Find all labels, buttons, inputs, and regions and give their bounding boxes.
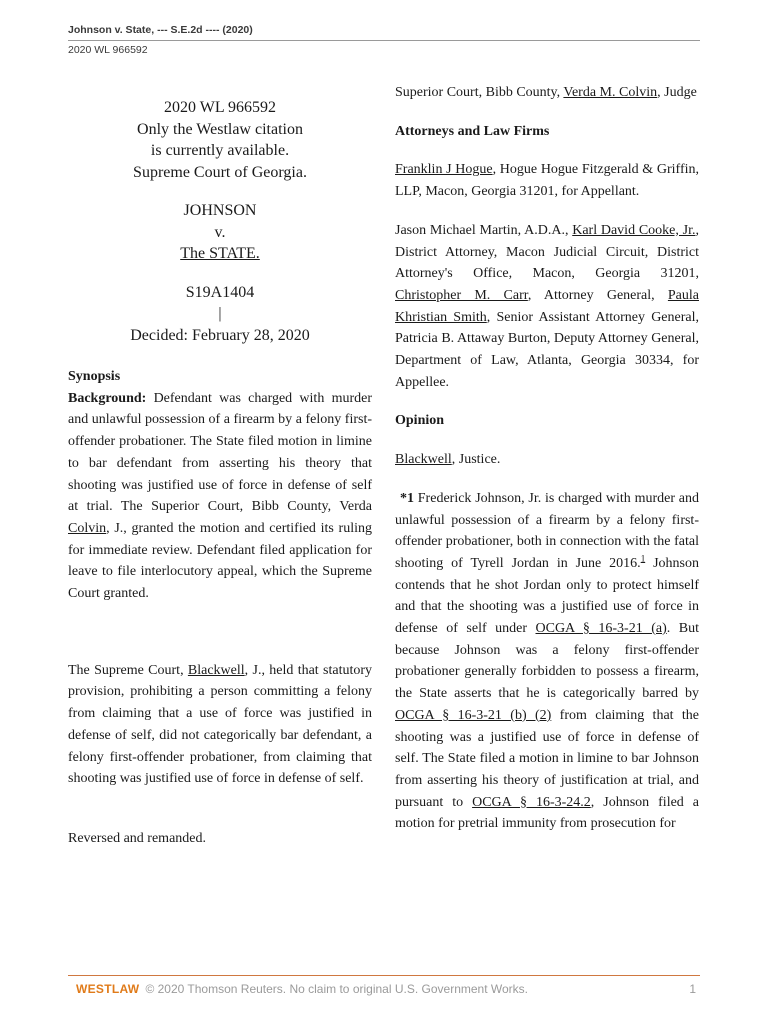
appellant-counsel xyxy=(395,159,699,202)
cooke-link[interactable]: Karl David Cooke, Jr. xyxy=(572,222,696,238)
background-text: Defendant was charged with murder and unlawful possession of a firearm by a felony first-offender probationer. The State filed motion in limine to bar defendant from asserting his theory that shooting was justified use of force in defense of self at trial. The Superior Court, Bibb County, Verda xyxy=(68,390,372,515)
opinion-text-5: , Johnson filed a motion for pretrial immunity from prosecution for xyxy=(395,794,699,832)
judge-link[interactable]: Verda M. Colvin xyxy=(563,85,658,100)
synopsis-holding xyxy=(68,660,372,790)
synopsis-heading: Synopsis xyxy=(68,369,121,384)
statute-link-3[interactable]: OCGA § 16-3-24.2 xyxy=(472,794,591,810)
caption-versus: v. xyxy=(214,223,226,241)
lower-court-text: Superior Court, Bibb County, xyxy=(395,85,564,100)
copyright-notice: © 2020 Thomson Reuters. No claim to original U.S. Government Works. xyxy=(145,982,528,996)
synopsis-background xyxy=(68,388,372,605)
holding-text-2: , J., held that statutory provision, prohibiting a person committing a felony from claiming that a use of force was justified in defense of self, did not categorically bar defendant, a felony first-offender probationer, from claiming that shooting was justified use of force in defense of self. xyxy=(68,662,373,787)
header-divider xyxy=(68,40,700,41)
header-citation: 2020 WL 966592 xyxy=(68,44,148,56)
page-number: 1 xyxy=(689,982,696,996)
holding-text: The Supreme Court, xyxy=(68,662,188,678)
author-link[interactable]: Blackwell xyxy=(395,452,452,468)
footer xyxy=(68,982,700,996)
opinion-text-3: . But because Johnson was a felony first-offender probationer generally forbidden to possess a firearm, the State asserts that he is categorically barred by xyxy=(395,621,699,702)
appellee-counsel xyxy=(395,220,699,394)
blackwell-link[interactable]: Blackwell xyxy=(187,662,245,678)
appellee-text-2: , District Attorney, Macon Judicial Circuit, District Attorney's Office, Macon, Georgia 31201, xyxy=(395,222,699,282)
author-text: , Justice. xyxy=(451,452,501,468)
caption-notice-2: is currently available. xyxy=(150,142,290,159)
footnote-link[interactable]: 1 xyxy=(640,553,646,564)
left-column xyxy=(68,82,372,850)
footer-divider xyxy=(68,975,700,976)
case-caption xyxy=(68,97,372,346)
right-column xyxy=(395,82,699,835)
opinion-text-4: from claiming that the shooting was a justified use of force in defense of self. The State filed a motion in limine to bar Johnson from asserting his theory of justification at trial, and pursuant to xyxy=(395,707,700,810)
appellee-text-4: , Senior Assistant Attorney General, Patricia B. Attaway Burton, Deputy Attorney General, Department of Law, Atlanta, Georgia 30334, for Appellee. xyxy=(395,309,699,390)
opinion-text-1: Frederick Johnson, Jr. is charged with murder and unlawful possession of a firearm by a felony first-offender probationer, both in connection with the fatal shooting of Tyrell Jordan in June 2016. xyxy=(395,490,699,571)
caption-docket: S19A1404 xyxy=(185,283,255,301)
carr-link[interactable]: Christopher M. Carr xyxy=(395,287,528,303)
caption-party-1: JOHNSON xyxy=(183,202,257,219)
appellant-text: , Hogue Hogue Fitzgerald & Griffin, LLP, Macon, Georgia 31201, for Appellant. xyxy=(395,162,700,200)
appellee-text-3: , Attorney General, xyxy=(527,287,668,303)
background-text-2: , J., granted the motion and certified its ruling for immediate review. Defendant filed application for leave to file interlocutory appeal, which the Supreme Court granted. xyxy=(68,520,372,602)
attorneys-heading: Attorneys and Law Firms xyxy=(395,123,550,139)
disposition: Reversed and remanded. xyxy=(68,830,206,846)
colvin-link[interactable]: Colvin xyxy=(68,520,107,536)
caption-decided: Decided: February 28, 2020 xyxy=(130,326,310,344)
statute-link-2[interactable]: OCGA § 16-3-21 (b) (2) xyxy=(395,707,552,723)
smith-link[interactable]: Paula Khristian Smith xyxy=(395,287,699,325)
caption-notice-1: Only the Westlaw citation xyxy=(137,120,303,138)
caption-party-2[interactable]: The STATE. xyxy=(180,245,260,262)
opinion-text-2: Johnson contends that he shot Jordan only to protect himself and that the shooting was a justified use of force in defense of self under xyxy=(395,555,699,637)
westlaw-logo: WESTLAW xyxy=(76,982,140,996)
appellee-text-1: Jason Michael Martin, A.D.A., xyxy=(395,222,573,238)
opinion-author xyxy=(395,449,699,471)
hogue-link[interactable]: Franklin J Hogue xyxy=(395,162,493,178)
star-page: *1 xyxy=(400,490,414,506)
background-label: Background: xyxy=(68,390,147,406)
judge-text: , Judge xyxy=(657,85,697,100)
statute-link-1[interactable]: OCGA § 16-3-21 (a) xyxy=(535,621,667,637)
caption-court: Supreme Court of Georgia. xyxy=(133,163,307,181)
document-title: Johnson v. State, --- S.E.2d ---- (2020) xyxy=(68,24,253,36)
opinion-body xyxy=(395,488,699,835)
lower-court xyxy=(395,82,699,104)
caption-separator: | xyxy=(218,305,222,322)
opinion-heading: Opinion xyxy=(395,413,445,429)
caption-cite: 2020 WL 966592 xyxy=(164,99,276,116)
